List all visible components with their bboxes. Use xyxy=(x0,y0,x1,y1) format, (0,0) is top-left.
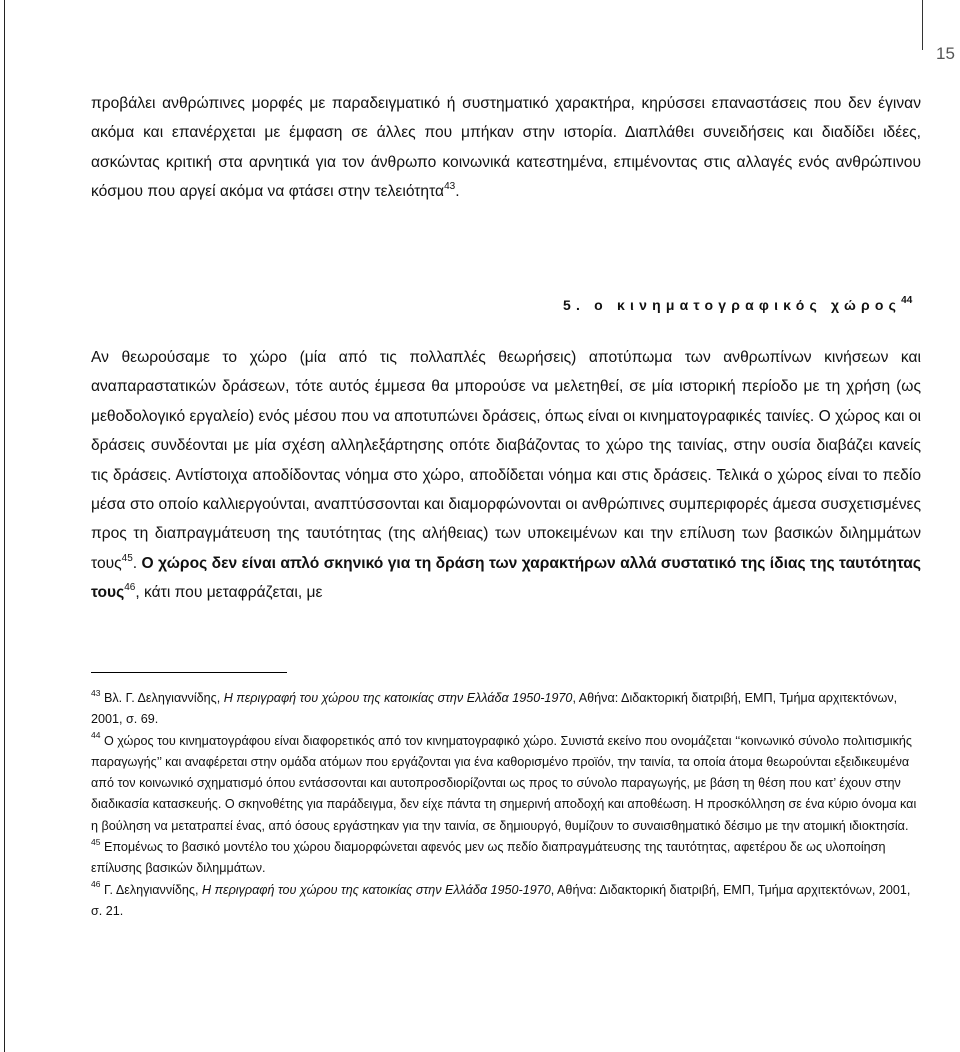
footnote-title: Η περιγραφή του χώρου της κατοικίας στην Ελλάδα 1950-1970 xyxy=(202,882,551,897)
footnote-number: 43 xyxy=(91,687,101,698)
page-border-left xyxy=(4,0,5,1052)
footnote-ref-44[interactable]: 44 xyxy=(901,295,913,307)
footnote-number: 44 xyxy=(91,730,101,741)
footnotes xyxy=(91,688,921,922)
footnote-44 xyxy=(91,731,921,837)
section-heading-text: 5. ο κινηματογραφικός χώρος xyxy=(563,297,902,313)
page-border-right xyxy=(922,0,923,50)
footnote-text: Επομένως το βασικό μοντέλο του χώρου διαμορφώνεται αφενός μεν ως πεδίο διαπραγμάτευσης της ταυτότητας, αφετέρου δε ως υλοποίηση επίλυσης βασικών διλημμάτων. xyxy=(91,840,886,876)
page-number: 15 xyxy=(936,44,955,63)
footnote-text: , Αθήνα: Διδακτορική διατριβή, ΕΜΠ, Τμήμα αρχιτεκτόνων, 2001, σ. 21. xyxy=(91,882,911,918)
footnote-ref-46[interactable]: 46 xyxy=(124,582,136,594)
paragraph-2 xyxy=(91,343,921,608)
footnote-46 xyxy=(91,880,921,923)
paragraph-2-bold: Ο χώρος δεν είναι απλό σκηνικό για τη δράση των χαρακτήρων αλλά συστατικό της ίδιας της ταυτότητας τους xyxy=(91,554,921,602)
footnote-text: Ο χώρος του κινηματογράφου είναι διαφορετικός από τον κινηματογραφικό χώρο. Συνιστά εκείνο που ονομάζεται ‘‘κοινωνικό σύνολο πολιτισμικής παραγωγής’’ και αναφέρεται στην ομάδα ατόμων που εργάζονται για ένα καθορισμένο προϊόν, την ταινία, τα οποία άτομα θεωρούνται εξειδικευμένα από τον κοινωνικό σχηματισμό όπου εντάσσονται και αυτοπροσδιορίζονται ως προς το σύνολο παραγωγής, με βάση τη θέση που κατ’ έχουν στην διαδικασία κατασκευής. Ο σκηνοθέτης για παράδειγμα, δεν είχε πάντα τη σημερινή αποδοχή και αποθέωση. Η προσκόλληση σε ένα κύριο όνομα και η βούληση να μετατραπεί ένας, από όσους εργάστηκαν για την ταινία, σε δημιουργό, θυμίζουν το συναισθηματικό δέσιμο με την ατομική ιδιοκτησία. xyxy=(91,733,917,833)
footnote-title: Η περιγραφή του χώρου της κατοικίας στην Ελλάδα 1950-1970 xyxy=(223,691,573,705)
footnote-45 xyxy=(91,837,921,880)
paragraph-1-end: . xyxy=(455,183,460,201)
footnote-text: Βλ. Γ. Δεληγιαννίδης, xyxy=(100,691,224,705)
paragraph-1-text: προβάλει ανθρώπινες μορφές με παραδειγματικό ή συστηματικό χαρακτήρα, κηρύσσει επαναστάσεις που δεν έγιναν ακόμα και επανέρχεται με έμφαση σε άλλες που μπήκαν στην ιστορία. Διαπλάθει συνειδήσεις και διαδίδει ιδέες, ασκώντας κριτική στα αρνητικά για τον άνθρωπο κοινωνικά κατεστημένα, επιμένοντας στις αλλαγές ενός ανθρώπινου κόσμου που αργεί ακόμα να φτάσει στην τελειότητα xyxy=(91,95,921,201)
footnote-ref-43[interactable]: 43 xyxy=(444,181,456,193)
paragraph-2-text: Αν θεωρούσαμε το χώρο (μία από τις πολλαπλές θεωρήσεις) αποτύπωμα των ανθρωπίνων κινήσεων και αναπαραστατικών δράσεων, τότε αυτός έμμεσα θα μπορούσε να μελετηθεί, σε μία ιστορική περίοδο με τη χρήση (ως μεθοδολογικό εργαλείο) ενός μέσου που να αποτυπώνει δράσεις, όπως είναι οι κινηματογραφικές ταινίες. Ο χώρος και οι δράσεις συνδέονται με μία σχέση αλληλεξάρτησης οπότε διαβάζοντας το χώρο της ταινίας, στην ουσία διαβάζει κανείς τις δράσεις. Αντίστοιχα αποδίδοντας νόημα στο χώρο, αποδίδεται νόημα και στις δράσεις. Τελικά ο χώρος είναι το πεδίο μέσα στο οποίο καλλιεργούνται, αναπτύσσονται και διαμορφώνονται οι ανθρώπινες συμπεριφορές άμεσα συσχετισμένες προς τη διαπραγμάτευση της ταυτότητας (της αλήθειας) των υποκειμένων και την επίλυση των βασικών διλημμάτων τους xyxy=(91,349,921,572)
footnote-separator xyxy=(91,672,287,673)
section-heading xyxy=(563,297,912,313)
footnote-text: Γ. Δεληγιαννίδης, xyxy=(100,882,202,897)
paragraph-2-sep: . xyxy=(132,554,142,572)
footnote-number: 46 xyxy=(91,879,101,890)
footnote-ref-45[interactable]: 45 xyxy=(121,552,133,564)
paragraph-1 xyxy=(91,89,921,207)
footnote-43 xyxy=(91,688,921,731)
footnote-text: , Αθήνα: Διδακτορική διατριβή, ΕΜΠ, Τμήμα αρχιτεκτόνων, 2001, σ. 69. xyxy=(91,691,898,727)
footnote-number: 45 xyxy=(91,836,101,847)
paragraph-2-continuation: , κάτι που μεταφράζεται, με xyxy=(135,584,323,602)
